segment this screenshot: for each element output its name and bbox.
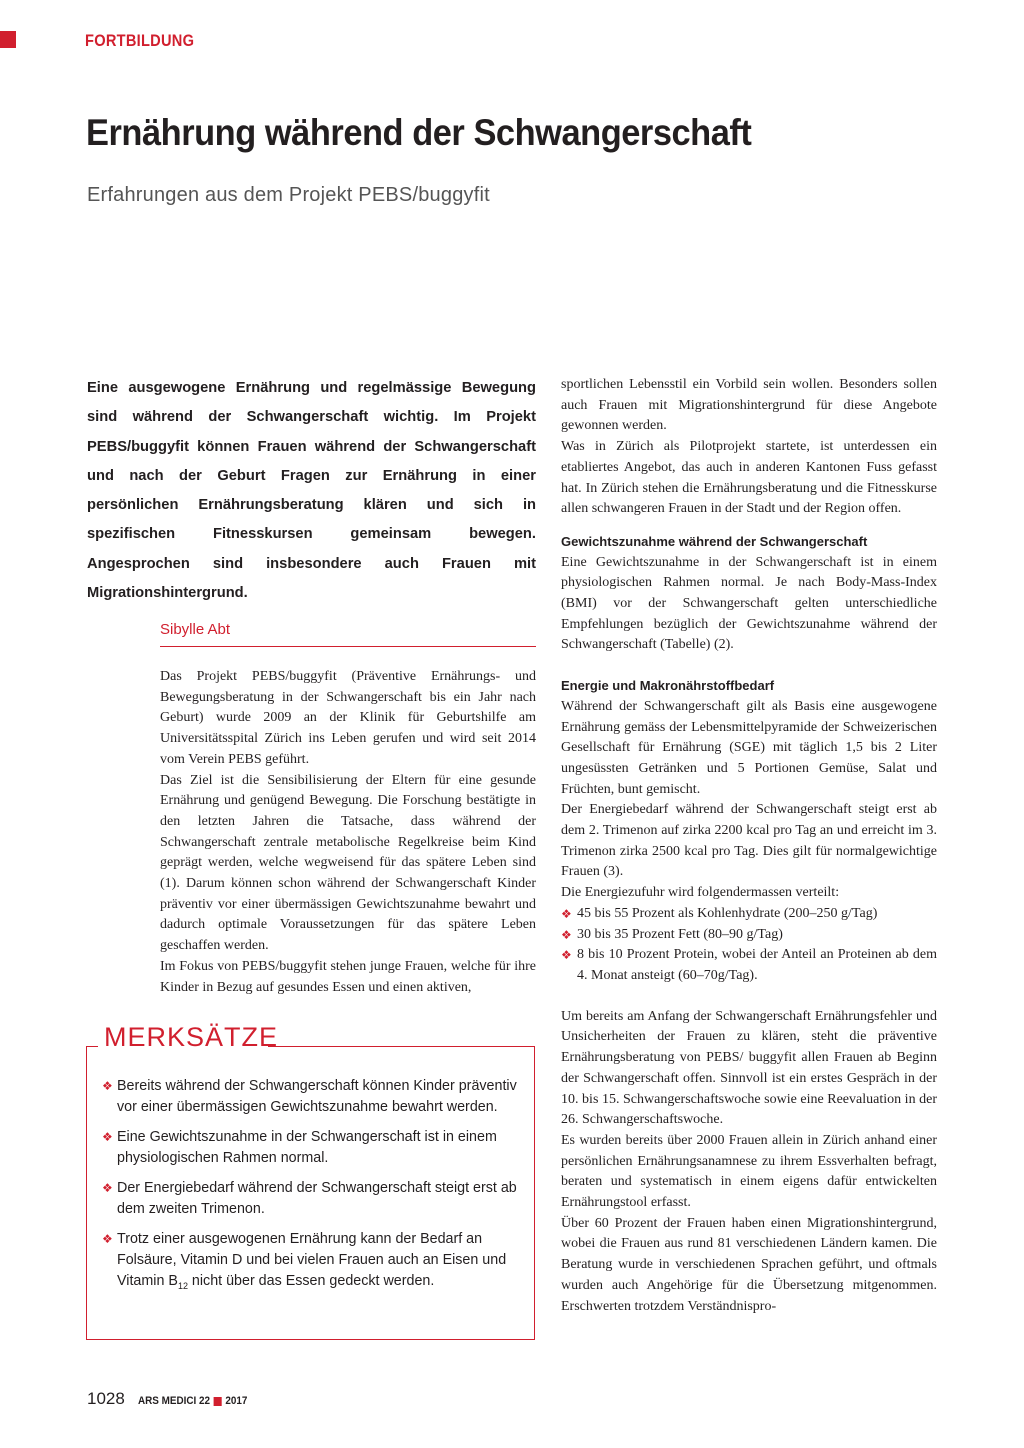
list-item: ❖ Bereits während der Schwangerschaft können Kinder präventiv vor einer übermässigen Gewichtszunahme bewahrt werden. xyxy=(102,1078,517,1115)
article-title: Ernährung während der Schwangerschaft xyxy=(86,112,752,153)
body-column-middle xyxy=(160,667,536,998)
body-column-right xyxy=(561,375,937,1317)
merksaetze-box-border xyxy=(268,1046,535,1047)
article-lead: Eine ausgewogene Ernährung und regelmässige Bewegung sind während der Schwangerschaft wichtig. Im Projekt PEBS/buggyfit können Frauen während der Schwangerschaft und nach der Geburt Fragen zur Ernährung in einer persönlichen Ernährungsberatung klären und sich in spezifischen Fitnesskursen gemeinsam bewegen. Angesprochen sind insbesondere auch Frauen mit Migrationshintergrund. xyxy=(87,380,536,602)
paragraph: Um bereits am Anfang der Schwangerschaft Ernährungsfehler und Unsicherheiten der Frauen zu klären, steht die präventive Ernährungsberatung von PEBS/ buggyfit allen Frauen ab Beginn der Schwangerschaft offen. Sinnvoll ist ein erstes Gespräch in der 10. bis 15. Schwangerschaftswoche sowie eine Reevaluation in der 26. Schwangerschaftswoche. xyxy=(561,1008,937,1128)
footer-square-icon xyxy=(213,1397,221,1406)
list-item: ❖ 30 bis 35 Prozent Fett (80–90 g/Tag) xyxy=(561,925,937,946)
journal-year: 2017 xyxy=(225,1395,248,1407)
list-item: ❖ 8 bis 10 Prozent Protein, wobei der Anteil an Proteinen ab dem 4. Monat ansteigt (60–70g/Tag). xyxy=(561,947,937,983)
journal-name: ARS MEDICI 22 xyxy=(137,1395,210,1407)
subheading-energy: Energie und Makronährstoffbedarf xyxy=(561,678,775,694)
merksaetze-title: MERKSÄTZE xyxy=(104,1022,279,1052)
diamond-bullet-icon: ❖ xyxy=(561,948,572,963)
paragraph: sportlichen Lebensstil ein Vorbild sein wollen. Besonders sollen auch Frauen mit Migrationshintergrund für diese Angebote gewonnen werden. xyxy=(561,377,937,434)
article-subtitle: Erfahrungen aus dem Projekt PEBS/buggyfit xyxy=(87,184,490,206)
paragraph: Die Energiezufuhr wird folgendermassen verteilt: xyxy=(561,885,840,901)
energy-distribution-list xyxy=(561,904,937,987)
diamond-bullet-icon: ❖ xyxy=(102,1130,113,1144)
paragraph: Was in Zürich als Pilotprojekt startete, ist unterdessen ein etabliertes Angebot, das auch in anderen Kantonen Fuss gefasst hat. In Zürich stehen die Ernährungsberatung und die Fitnesskurse allen schwangeren Frauen in der Stadt und der Region offen. xyxy=(561,439,937,517)
diamond-bullet-icon: ❖ xyxy=(102,1181,113,1195)
paragraph: Der Energiebedarf während der Schwangerschaft steigt erst ab dem 2. Trimenon auf zirka 2200 kcal pro Tag an und erreicht im 3. Trimenon zirka 2500 kcal pro Tag. Dies gilt für normalgewichtige Frauen (3). xyxy=(561,802,937,880)
paragraph: Das Projekt PEBS/buggyfit (Präventive Ernährungs- und Bewegungsberatung in der Schwangerschaft bis ein Jahr nach Geburt) wurde 2009 an der Klinik für Geburtshilfe am Universitätsspital Zürich ins Leben gerufen und wird seit 2014 vom Verein PEBS geführt. xyxy=(160,669,536,767)
diamond-bullet-icon: ❖ xyxy=(102,1232,113,1246)
paragraph: Während der Schwangerschaft gilt als Basis eine ausgewogene Ernährung gemäss der Lebensmittelpyramide der Schweizerischen Gesellschaft für Ernährung (SGE) mit täglich 1,5 bis 2 Liter ungesüssten Getränken und 5 Portionen Gemüse, Salat und Früchten, bunt gemischt. xyxy=(561,698,937,797)
page-number: 1028 xyxy=(87,1389,125,1408)
list-item: ❖ Der Energiebedarf während der Schwangerschaft steigt erst ab dem zweiten Trimenon. xyxy=(102,1180,517,1217)
author-divider xyxy=(160,646,536,647)
paragraph: Es wurden bereits über 2000 Frauen allein in Zürich anhand einer persönlichen Ernährungsanamnese zu ihrem Essverhalten befragt, beraten und systematisch in einem eigens dafür entwickelten Ernährungstool erfasst. xyxy=(561,1132,937,1211)
journal-reference xyxy=(138,1395,247,1407)
list-item: ❖ 45 bis 55 Prozent als Kohlenhydrate (200–250 g/Tag) xyxy=(561,904,937,925)
merksaetze-list xyxy=(102,1076,522,1306)
section-label: FORTBILDUNG xyxy=(85,31,195,50)
diamond-bullet-icon: ❖ xyxy=(102,1079,113,1093)
merksaetze-box-border xyxy=(86,1046,98,1047)
author-name: Sibylle Abt xyxy=(160,621,231,638)
subheading-weight-gain: Gewichtszunahme während der Schwangerschaft xyxy=(561,533,868,549)
paragraph: Eine Gewichtszunahme in der Schwangerschaft ist in einem physiologischen Rahmen normal. Je nach Body-Mass-Index (BMI) vor der Schwangerschaft gelten unterschiedliche Empfehlungen bezüglich der Gewichtszunahme während der Schwangerschaft (Tabelle) (2). xyxy=(561,554,937,653)
paragraph: Im Fokus von PEBS/buggyfit stehen junge Frauen, welche für ihre Kinder in Bezug auf gesundes Essen und einen aktiven, xyxy=(160,958,536,995)
diamond-bullet-icon: ❖ xyxy=(561,927,572,942)
page-footer xyxy=(87,1389,259,1409)
paragraph: Über 60 Prozent der Frauen haben einen Migrationshintergrund, wobei die Frauen aus rund 81 verschiedenen Ländern kamen. Die Beratung wurde in verschiedenen Sprachen geführt, und oftmals wurden auch Angehörige für die Übersetzung mitgenommen. Erschwerten trotzdem Verständnispro- xyxy=(561,1215,937,1314)
list-item: ❖ Eine Gewichtszunahme in der Schwangerschaft ist in einem physiologischen Rahmen normal. xyxy=(102,1129,497,1166)
paragraph: Das Ziel ist die Sensibilisierung der Eltern für eine gesunde Ernährung und genügend Bewegung. Die Forschung bestätigte in den letzten Jahren die Tatsache, dass während der Schwangerschaft zentrale metabolische Regelkreise beim Kind geprägt werden, welche wegweisend für das spätere Leben sind (1). Darum können schon während der Schwangerschaft Kinder präventiv vor einer übermässigen Gewichtszunahme bewahrt und dadurch optimale Voraussetzungen für das spätere Leben geschaffen werden. xyxy=(160,772,536,954)
diamond-bullet-icon: ❖ xyxy=(561,906,572,921)
section-marker xyxy=(0,31,16,48)
list-item: ❖ Trotz einer ausgewogenen Ernährung kann der Bedarf an Folsäure, Vitamin D und bei vielen Frauen auch an Eisen und Vitamin $B_{12}$ nicht über das Essen gedeckt werden. xyxy=(102,1231,507,1291)
